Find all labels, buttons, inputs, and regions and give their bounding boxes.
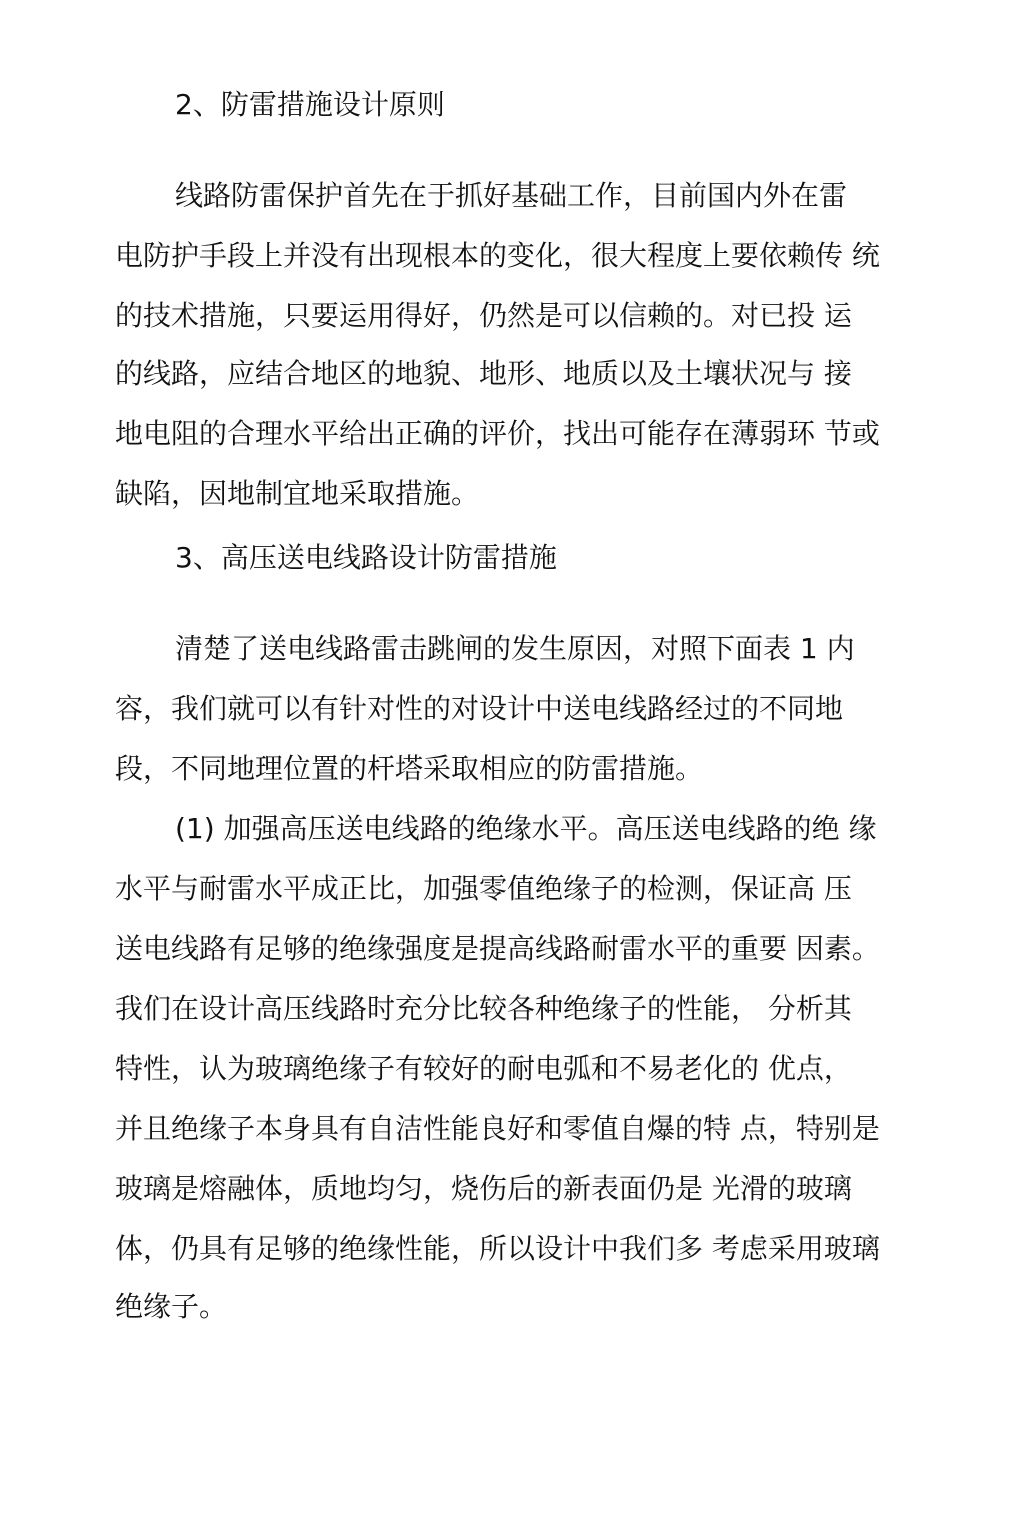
- paragraph-3-line-6: 并且绝缘子本身具有自洁性能良好和零值自爆的特 点，特别是: [115, 1112, 880, 1145]
- paragraph-1-line-2: 电防护手段上并没有出现根本的变化，很大程度上要依赖传 统: [115, 239, 880, 272]
- paragraph-3-line-8: 体，仍具有足够的绝缘性能，所以设计中我们多 考虑采用玻璃: [115, 1232, 880, 1265]
- paragraph-1-line-3: 的技术措施，只要运用得好，仍然是可以信赖的。对已投 运: [115, 299, 852, 332]
- paragraph-3-line-2: 水平与耐雷水平成正比，加强零值绝缘子的检测，保证高 压: [115, 872, 852, 905]
- paragraph-1-line-5: 地电阻的合理水平给出正确的评价，找出可能存在薄弱环 节或: [115, 417, 880, 450]
- paragraph-2-line-2: 容，我们就可以有针对性的对设计中送电线路经过的不同地: [115, 692, 844, 725]
- paragraph-2-line-1: 清楚了送电线路雷击跳闸的发生原因，对照下面表 1 内: [175, 632, 855, 665]
- paragraph-3-line-1: (1) 加强高压送电线路的绝缘水平。高压送电线路的绝 缘: [175, 812, 877, 845]
- paragraph-1-line-4: 的线路，应结合地区的地貌、地形、地质以及土壤状况与 接: [115, 357, 852, 390]
- paragraph-2-line-3: 段，不同地理位置的杆塔采取相应的防雷措施。: [115, 752, 704, 785]
- paragraph-3-line-4: 我们在设计高压线路时充分比较各种绝缘子的性能， 分析其: [115, 992, 852, 1025]
- section-heading-3: 3、高压送电线路设计防雷措施: [175, 541, 557, 574]
- paragraph-1-line-6: 缺陷，因地制宜地采取措施。: [115, 477, 480, 510]
- section-heading-2: 2、防雷措施设计原则: [175, 88, 445, 121]
- paragraph-3-line-9: 绝缘子。: [115, 1290, 228, 1323]
- paragraph-3-line-3: 送电线路有足够的绝缘强度是提高线路耐雷水平的重要 因素。: [115, 932, 880, 965]
- paragraph-3-line-7: 玻璃是熔融体，质地均匀，烧伤后的新表面仍是 光滑的玻璃: [115, 1172, 852, 1205]
- paragraph-1-line-1: 线路防雷保护首先在于抓好基础工作，目前国内外在雷: [175, 179, 848, 212]
- paragraph-3-line-5: 特性，认为玻璃绝缘子有较好的耐电弧和不易老化的 优点，: [115, 1052, 852, 1085]
